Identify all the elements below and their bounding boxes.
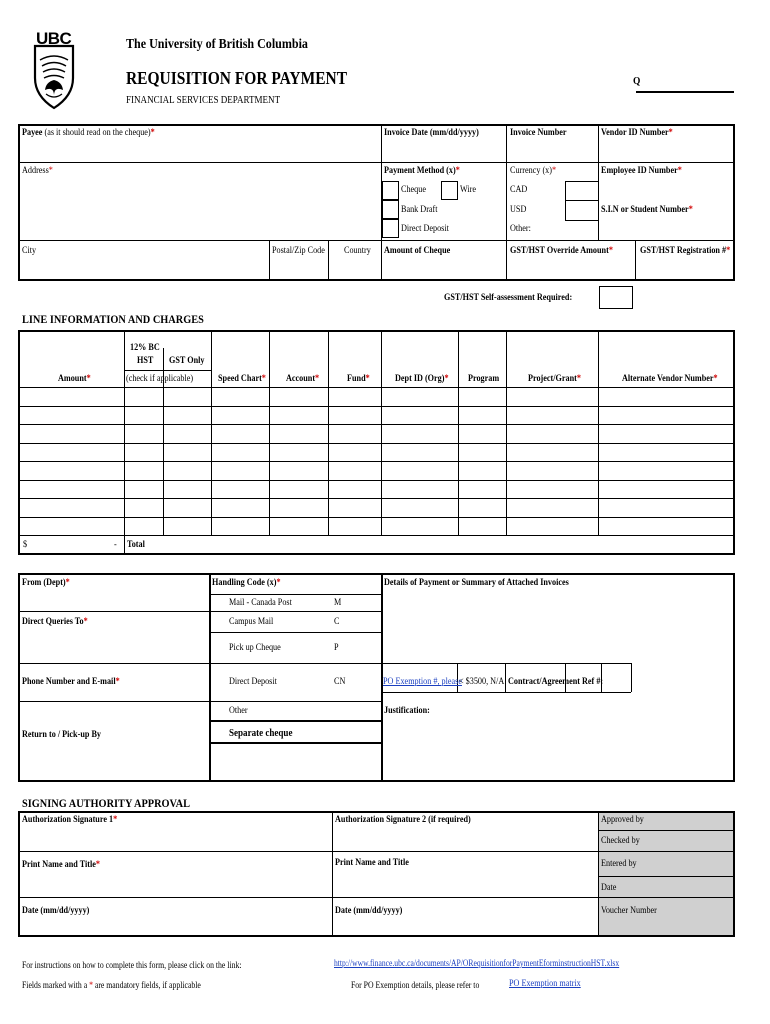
department-name: FINANCIAL SERVICES DEPARTMENT [126,95,281,106]
signing-heading: SIGNING AUTHORITY APPROVAL [22,796,191,810]
line-row-4[interactable] [20,444,732,460]
gst-registration-label: GST/HST Registration # * [640,246,730,257]
col-dept-id: Dept ID (Org) * [395,374,449,385]
handling-code-m: M [334,598,342,608]
city-field[interactable] [20,258,268,278]
logo-text: UBC [36,29,72,48]
col-hst-header: HST [137,356,154,366]
col-amount: Amount * [58,374,91,385]
contract-ref-label: Contract/Agreement Ref #: [508,677,604,687]
auth-signature-1-label: Authorization Signature 1 * [22,815,117,826]
handling-option-other[interactable]: Other [229,706,248,716]
line-row-2[interactable] [20,407,732,423]
print-name-1-label: Print Name and Title * [22,860,100,871]
vendor-id-label: Vendor ID Number * [601,128,673,139]
total-label: Total [127,540,145,550]
invoice-date-field[interactable] [382,140,505,160]
self-assessment-checkbox[interactable] [599,286,633,309]
handling-option-mail[interactable]: Mail - Canada Post [229,598,292,608]
line-info-heading: LINE INFORMATION AND CHARGES [22,312,204,326]
date-2-field[interactable] [334,918,597,934]
date-1-field[interactable] [20,918,331,934]
date-1-label: Date (mm/dd/yyyy) [22,906,90,916]
return-pickup-label: Return to / Pick-up By [22,730,101,740]
line-row-5[interactable] [20,462,732,479]
self-assessment-label: GST/HST Self-assessment Required: [444,293,573,303]
direct-queries-field[interactable] [20,630,208,662]
office-voucher-number: Voucher Number [601,906,657,916]
po-threshold-text: < $3500, N/A [459,677,505,687]
direct-deposit-label: Direct Deposit [401,224,449,234]
gst-registration-field[interactable] [636,258,732,278]
from-dept-label: From (Dept) * [22,578,70,589]
office-entered-by: Entered by [601,859,637,869]
line-row-7[interactable] [20,499,732,516]
col-fund: Fund * [347,374,370,385]
col-gst-header: GST Only [169,356,205,366]
gst-override-field[interactable] [507,258,634,278]
col-project-grant: Project/Grant * [528,374,581,385]
cad-checkbox[interactable] [565,181,599,202]
handling-option-campus[interactable]: Campus Mail [229,617,274,627]
country-field[interactable] [329,258,380,278]
auth-signature-1-field[interactable] [20,828,331,850]
separate-cheque-option[interactable]: Separate cheque [229,728,293,739]
postal-label: Postal/Zip Code [272,246,325,256]
po-exemption-matrix-link[interactable]: PO Exemption matrix [509,979,581,989]
form-title: REQUISITION FOR PAYMENT [126,68,348,88]
col-program: Program [468,374,500,384]
total-amount-value: - [114,540,117,550]
po-details-text: For PO Exemption details, please refer to [351,980,480,990]
ubc-logo [32,30,76,110]
col-alternate-vendor: Alternate Vendor Number * [622,374,718,385]
bank-draft-label: Bank Draft [401,205,438,215]
invoice-number-field[interactable] [507,140,597,160]
justification-label: Justification: [384,706,430,716]
postal-field[interactable] [270,258,327,278]
office-checked-by: Checked by [601,836,640,846]
payment-method-label: Payment Method (x) * [384,166,460,177]
usd-label: USD [510,205,527,215]
sin-label: S.I.N or Student Number * [601,205,693,216]
amount-of-cheque-field[interactable] [382,258,505,278]
invoice-number-label: Invoice Number [510,128,567,138]
handling-option-pickup[interactable]: Pick up Cheque [229,643,281,653]
contract-ref-field[interactable] [602,664,630,691]
direct-deposit-checkbox[interactable] [382,219,399,238]
address-field[interactable] [20,178,380,238]
line-row-3[interactable] [20,425,732,442]
cheque-checkbox[interactable] [382,181,399,200]
amount-of-cheque-label: Amount of Cheque [384,246,451,256]
cheque-label: Cheque [401,185,426,195]
auth-signature-2-label: Authorization Signature 2 (if required) [335,815,471,825]
check-if-applicable: (check if applicable) [126,374,194,384]
handling-code-c: C [334,617,340,627]
details-label: Details of Payment or Summary of Attached Invoices [384,578,569,588]
payee-label: Payee (as it should read on the cheque)* [22,128,155,138]
other-currency-label: Other: [510,224,531,234]
currency-label: Currency (x) * [510,166,556,177]
line-row-1[interactable] [20,388,732,405]
cad-label: CAD [510,185,528,195]
handling-option-direct-deposit[interactable]: Direct Deposit [229,677,277,687]
gst-override-label: GST/HST Override Amount * [510,246,613,257]
line-row-6[interactable] [20,481,732,497]
university-name: The University of British Columbia [126,37,308,52]
address-label: Address * [22,166,53,177]
col-speed-chart: Speed Chart * [218,374,266,385]
phone-email-label: Phone Number and E-mail * [22,677,120,688]
usd-checkbox[interactable] [565,200,599,221]
date-2-label: Date (mm/dd/yyyy) [335,906,403,916]
bank-draft-checkbox[interactable] [382,200,399,219]
sin-field[interactable] [599,218,732,239]
wire-checkbox[interactable] [441,181,458,200]
handling-code-label: Handling Code (x) * [212,578,281,589]
justification-field[interactable] [383,718,732,779]
details-field[interactable] [383,592,732,662]
print-name-2-label: Print Name and Title [335,858,409,868]
col-account: Account * [286,374,319,385]
wire-label: Wire [460,185,477,195]
print-name-2-field[interactable] [334,872,597,896]
mandatory-note: Fields marked with a * are mandatory fields, if applicable [22,980,201,990]
handling-code-p: P [334,643,339,653]
total-dollar-sign: $ [23,540,28,550]
payee-field[interactable] [20,140,380,160]
country-label: Country [344,246,371,256]
employee-id-field[interactable] [599,178,732,198]
office-approved-by: Approved by [601,815,644,825]
invoice-date-label: Invoice Date (mm/dd/yyyy) [384,128,479,138]
handling-code-cn: CN [334,677,346,687]
city-label: City [22,246,37,256]
instructions-text: For instructions on how to complete this form, please click on the link: [22,960,242,970]
col-12bc-header: 12% BC [130,343,160,353]
office-date: Date [601,883,617,893]
po-exemption-link[interactable]: PO Exemption #, please [383,677,462,687]
auth-signature-2-field[interactable] [334,828,597,850]
from-dept-field[interactable] [20,590,208,610]
vendor-id-field[interactable] [599,140,732,160]
q-label: Q [633,75,641,87]
instructions-link[interactable]: http://www.finance.ubc.ca/documents/AP/ORequisitionforPaymentEforminstructionHST.xlsx [334,959,620,969]
q-line [636,91,734,93]
employee-id-label: Employee ID Number * [601,166,682,177]
line-row-8[interactable] [20,518,732,534]
direct-queries-label: Direct Queries To * [22,617,88,628]
return-pickup-field[interactable] [20,743,208,779]
print-name-1-field[interactable] [20,872,331,896]
